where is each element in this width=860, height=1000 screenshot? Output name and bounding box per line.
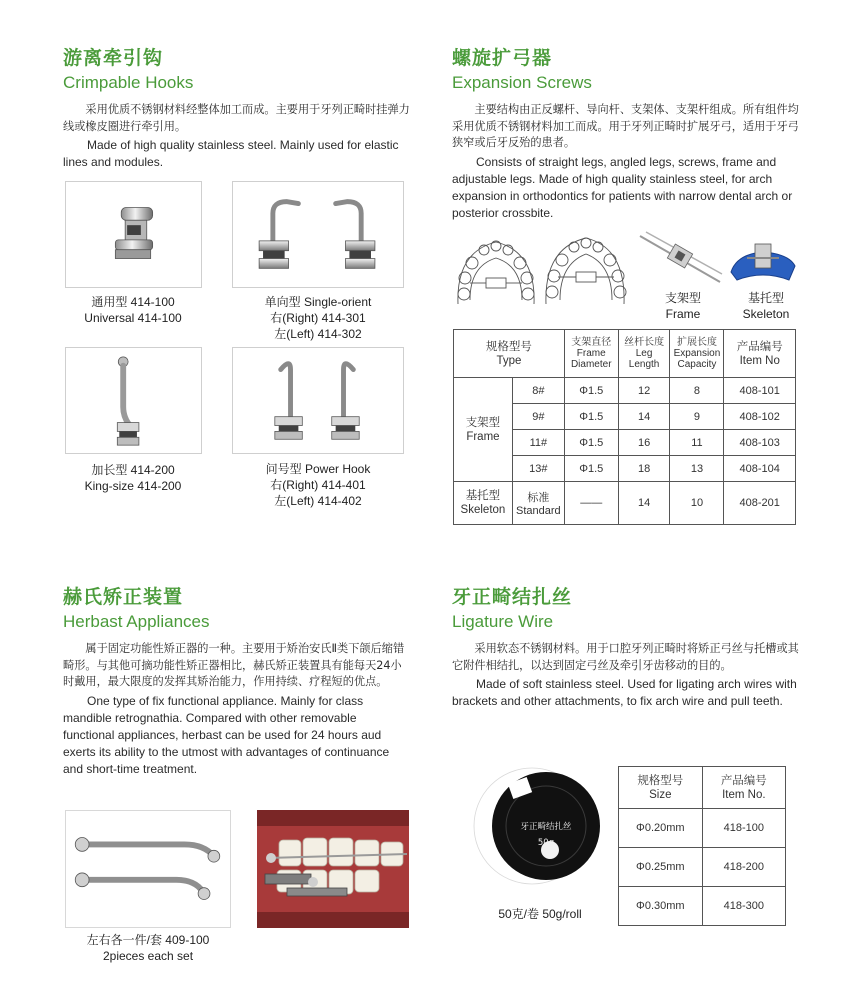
row3-leg: 16	[618, 430, 670, 456]
header-diameter	[564, 330, 618, 378]
header-leg-en2: Length	[628, 359, 660, 370]
row2-item: 408-102	[724, 404, 796, 430]
herbast-desc-zh: 属于固定功能性矫正器的一种。主要用于矫治安氏Ⅱ类下颌后缩错 畸形。与其他可摘功能性矫正器相比，赫氏矫正装置具有能每天24小时戴用，最大限度的发挥其矫治能力，作用持续、疗程短的优点。	[63, 642, 405, 688]
crimpable-hooks-section	[63, 46, 413, 171]
ligature-desc-en: Made of soft stainless steel. Used for ligating arch wires with brackets and other attachments, to fix arch wire and pull teeth.	[452, 677, 797, 708]
row1-expansion: 8	[670, 378, 724, 404]
power-hook-caption-line2: 右(Right) 414-401	[270, 478, 366, 492]
ligature-spool	[446, 766, 608, 896]
header-exp-en2: Capacity	[677, 359, 717, 370]
header-size	[619, 767, 703, 809]
row2-size: 9#	[512, 404, 564, 430]
table-row	[454, 482, 796, 525]
header-type-en: Type	[496, 354, 522, 367]
ligature-desc-zh: 采用软态不锈钢材料。用于口腔牙列正畸时将矫正弓丝与托槽或其它附件相结扎，以达到固定弓丝及牵引牙齿移动的目的。	[452, 642, 799, 672]
table-row	[619, 887, 786, 926]
herbast-caption-line2: 2pieces each set	[102, 949, 194, 963]
king-size-caption-line1: 加长型 414-200	[91, 463, 175, 477]
table-row	[619, 809, 786, 848]
frame-type-caption	[648, 290, 718, 322]
row3-diameter: Φ1.5	[564, 430, 618, 456]
row4-size: 13#	[512, 456, 564, 482]
skeleton-expansion-screw-image	[727, 236, 799, 286]
expansion-title-zh: 螺旋扩弓器	[452, 47, 553, 69]
herbast-parts-image	[66, 811, 230, 927]
single-orient-caption-line2: 右(Right) 414-301	[270, 311, 366, 325]
expansion-title-en: Expansion Screws	[452, 73, 592, 92]
power-hook-caption-line3: 左(Left) 414-402	[274, 494, 362, 508]
header-diameter-en2: Diameter	[570, 359, 612, 370]
frame-caption-en: Frame	[665, 307, 701, 321]
king-size-caption-line2: King-size 414-200	[84, 479, 182, 493]
single-orient-hook-photo	[232, 181, 404, 288]
spool-weight-text: 50g	[537, 838, 555, 848]
table-row	[619, 848, 786, 887]
row4-expansion: 13	[670, 456, 724, 482]
header-item-number-en: Item No.	[722, 788, 766, 801]
herbast-parts-photo	[65, 810, 231, 928]
skeleton-type-caption	[728, 290, 804, 322]
dental-arch-drawings	[450, 232, 630, 314]
king-size-hook-photo	[65, 347, 202, 454]
herbast-title-zh: 赫氏矫正装置	[63, 586, 184, 608]
crimpable-desc-zh: 采用优质不锈钢材料经整体加工而成。主要用于牙列正畸时挂弹力线或橡皮圈进行牵引用。	[63, 103, 410, 133]
header-size-en: Size	[649, 788, 672, 801]
crimpable-title-zh: 游离牵引钩	[63, 47, 164, 69]
lig-row2-item: 418-200	[702, 848, 785, 887]
header-exp-en1: Expansion	[673, 348, 721, 359]
expansion-screws-section	[452, 46, 802, 222]
row1-item: 408-101	[724, 378, 796, 404]
group-frame-zh: 支架型	[465, 416, 501, 429]
skeleton-caption-en: Skeleton	[742, 307, 790, 321]
header-leg-en1: Leg	[635, 348, 653, 359]
row2-leg: 14	[618, 404, 670, 430]
lig-row1-item: 418-100	[702, 809, 785, 848]
group-frame	[454, 378, 513, 482]
row2-expansion: 9	[670, 404, 724, 430]
expansion-spec-table	[453, 329, 796, 525]
skeleton-size-zh: 标准	[527, 492, 550, 504]
row3-item: 408-103	[724, 430, 796, 456]
group-frame-en: Frame	[466, 430, 500, 443]
expansion-desc-en: Consists of straight legs, angled legs, screws, frame and adjustable legs. Made of high quality stainless steel, for arch expansion in orthodontics for patients with narrow dental arch or posterior crossbite.	[452, 154, 793, 220]
skeleton-item: 408-201	[724, 482, 796, 525]
lig-row3-item: 418-300	[702, 887, 785, 926]
herbast-mouth-image	[257, 810, 409, 928]
header-size-zh: 规格型号	[637, 774, 684, 787]
single-orient-caption-line1: 单向型 Single-orient	[264, 295, 372, 309]
table-row	[454, 378, 796, 404]
universal-hook-caption	[62, 294, 204, 326]
header-item-no	[724, 330, 796, 378]
universal-caption-line1: 通用型 414-100	[91, 295, 175, 309]
header-leg-zh: 丝杆长度	[624, 337, 665, 348]
single-orient-hook-image	[233, 182, 403, 287]
crimpable-desc-en: Made of high quality stainless steel. Mainly used for elastic lines and modules.	[63, 138, 399, 169]
row4-item: 408-104	[724, 456, 796, 482]
lig-row2-size: Φ0.25mm	[619, 848, 703, 887]
lig-row1-size: Φ0.20mm	[619, 809, 703, 848]
header-diameter-en1: Frame	[576, 348, 606, 359]
king-size-caption	[62, 462, 204, 494]
row4-diameter: Φ1.5	[564, 456, 618, 482]
row4-leg: 18	[618, 456, 670, 482]
header-item-en: Item No	[739, 354, 780, 367]
universal-caption-line2: Universal 414-100	[84, 311, 182, 325]
skeleton-type-zh: 基托型	[465, 490, 501, 502]
expansion-desc-zh: 主要结构由正反螺杆、导向杆、支架体、支架杆组成。所有组件均采用优质不锈钢材料加工而成。用于牙列正畸时扩展牙弓，适用于牙弓狭窄或后牙反殆的患者。	[452, 103, 799, 149]
ligature-title-en: Ligature Wire	[452, 612, 554, 631]
row3-size: 11#	[512, 430, 564, 456]
power-hook-photo	[232, 347, 404, 454]
row2-diameter: Φ1.5	[564, 404, 618, 430]
row1-size: 8#	[512, 378, 564, 404]
row3-expansion: 11	[670, 430, 724, 456]
power-hook-image	[233, 348, 403, 453]
header-type-zh: 规格型号	[485, 340, 532, 353]
header-expansion	[670, 330, 724, 378]
ligature-spec-table	[618, 766, 786, 926]
frame-expansion-screw-image	[636, 230, 724, 288]
row1-diameter: Φ1.5	[564, 378, 618, 404]
header-item-zh: 产品编号	[736, 340, 783, 353]
herbast-desc-en: One type of fix functional appliance. Mainly for class mandible retrognathia. Compared with other removable functional appliances, herbast can be used for 24 hours aud exerts its ability to the utmost with advantages of continuance and short-time treatment.	[63, 693, 390, 776]
header-type	[454, 330, 565, 378]
power-hook-caption-line1: 问号型 Power Hook	[265, 462, 371, 476]
single-orient-caption-line3: 左(Left) 414-302	[274, 327, 362, 341]
header-exp-zh: 扩展长度	[676, 337, 717, 348]
universal-hook-image	[66, 182, 201, 287]
herbast-section	[63, 585, 409, 778]
skeleton-caption-zh: 基托型	[747, 291, 784, 305]
spool-label-text: 牙正畸结扎丝	[520, 822, 572, 832]
header-item-number-zh: 产品编号	[720, 774, 767, 787]
power-hook-caption	[232, 461, 404, 509]
lig-row3-size: Φ0.30mm	[619, 887, 703, 926]
skeleton-type-cell	[454, 482, 513, 525]
herbast-title-en: Herbast Appliances	[63, 612, 210, 631]
header-leg-length	[618, 330, 670, 378]
herbast-mouth-photo	[257, 810, 409, 928]
ligature-wire-section	[452, 585, 802, 710]
ligature-title-zh: 牙正畸结扎丝	[452, 586, 573, 608]
frame-caption-zh: 支架型	[664, 291, 701, 305]
king-size-hook-image	[66, 348, 201, 453]
herbast-caption	[60, 932, 236, 964]
expansion-table-header	[454, 330, 796, 378]
crimpable-title-en: Crimpable Hooks	[63, 73, 194, 92]
skeleton-size-en: Standard	[516, 505, 561, 517]
header-diameter-zh: 支架直径	[571, 337, 612, 348]
universal-hook-photo	[65, 181, 202, 288]
herbast-caption-line1: 左右各一件/套 409-100	[86, 933, 210, 947]
skeleton-leg: 14	[618, 482, 670, 525]
ligature-table-header	[619, 767, 786, 809]
skeleton-diameter: ——	[564, 482, 618, 525]
skeleton-type-en: Skeleton	[460, 504, 506, 516]
skeleton-expansion: 10	[670, 482, 724, 525]
spool-caption: 50克/卷 50g/roll	[498, 907, 582, 921]
header-item-number	[702, 767, 785, 809]
single-orient-caption	[232, 294, 404, 342]
skeleton-size-cell	[512, 482, 564, 525]
row1-leg: 12	[618, 378, 670, 404]
